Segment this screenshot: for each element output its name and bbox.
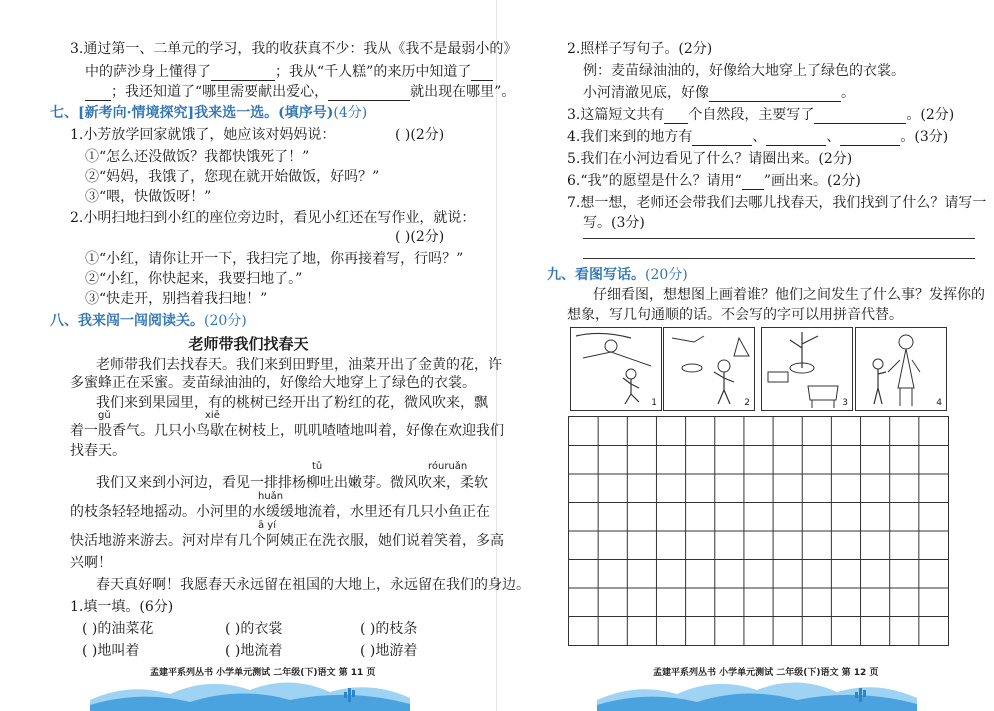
section-9-title: 九、看图写话。 (547, 267, 645, 283)
q2-task: 小河清澈见底，好像 。 (583, 85, 855, 101)
q2-example: 例：麦苗绿油油的，好像给大地穿上了绿色的衣裳。 (583, 63, 905, 79)
q3-line2 (85, 63, 493, 81)
fill-row-2-item-1[interactable]: ( )地叫着 (82, 643, 140, 659)
para-1-line-2: 多蜜蜂正在采蜜。麦苗绿油油的，好像给大地穿上了绿色的衣裳。 (70, 375, 476, 391)
pinyin-xie: xiē (205, 410, 220, 421)
section-7-title: 七、[新考向·情境探究]我来选一选。(填序号) (50, 105, 334, 121)
picture-panel-4 (855, 327, 947, 411)
nest-on-stool-illustration (762, 328, 852, 410)
section-8-heading (50, 312, 247, 330)
q3-line3 (85, 83, 515, 101)
boy-kicking-ball-illustration (571, 328, 661, 410)
boy-watching-bird-nest-illustration (664, 328, 754, 410)
article-title: 老师带我们找春天 (188, 335, 309, 353)
picture-panel-1 (570, 327, 662, 411)
q6-a: 6.“我”的愿望是什么？请用“ (567, 173, 742, 189)
q7-1-option-1: ①“怎么还没做饭？我都快饿死了！” (85, 149, 310, 165)
section-8-title: 八、我来闯一闯阅读关。 (50, 313, 204, 329)
blank[interactable] (328, 87, 410, 101)
q4-sep: 、 (752, 129, 767, 145)
para-3-line-3: 快活地游来游去。河对岸有几个阿姨正在洗衣服，她们说着笑着，多高 (70, 533, 504, 549)
q6-b: ”画出来。(2分) (763, 173, 861, 189)
q4-sep: 、 (826, 129, 841, 145)
fill-question: 1.填一填。(6分) (70, 599, 174, 615)
q7-2-option-3: ③“快走开，别挡着我扫地！” (85, 291, 268, 307)
section-7-points: (4分) (333, 105, 368, 121)
picture-number-2: 2 (744, 398, 750, 408)
para-2-line-2: 着一股香气。几只小鸟歇在树枝上，叽叽喳喳地叫着，好像在欢迎我们 (70, 423, 504, 439)
answer-line-2[interactable] (583, 258, 975, 259)
mountain-banner-left (90, 672, 410, 711)
blank[interactable] (664, 110, 688, 124)
para-4-line-1: 春天真好啊！我愿春天永远留在祖国的大地上，永远留在我们的身边。 (96, 577, 530, 593)
blank[interactable] (211, 67, 275, 81)
q4-text: 4.我们来到的地方有 (567, 129, 693, 145)
fill-row-1-item-3[interactable]: ( )的枝条 (360, 621, 418, 637)
blank[interactable] (814, 110, 906, 124)
fill-row-2-item-2[interactable]: ( )地流着 (225, 643, 283, 659)
writing-grid-lines (569, 417, 948, 645)
blank[interactable] (85, 87, 111, 101)
q7-line-1: 7.想一想，老师还会带我们去哪儿找春天，我们找到了什么？请写一 (567, 195, 987, 211)
section-9-line-1: 仔细看图，想想图上画着谁？他们之间发生了什么事？发挥你的 (593, 287, 985, 303)
q3-b: 个自然段，主要写了 (688, 107, 815, 123)
blank[interactable] (840, 132, 900, 146)
section-9-heading (547, 266, 688, 284)
footer-left: 孟建平系列丛书 小学单元测试 二年级(下)语文 第 11 页 (150, 668, 376, 678)
mother-and-boy-illustration (856, 328, 946, 410)
q7-2: 2.小明扫地扫到小红的座位旁边时，看见小红还在写作业，就说： (70, 210, 476, 226)
q7-1: 1.小芳放学回家就饿了，她应该对妈妈说： (70, 127, 336, 143)
q7-line-2: 写。(3分) (583, 215, 645, 231)
q3-line2-a: 中的萨沙身上懂得了 (85, 64, 211, 80)
pinyin-rouruan: róuruǎn (428, 461, 468, 472)
blank[interactable] (766, 132, 826, 146)
picture-number-1: 1 (651, 398, 657, 408)
blank (742, 176, 764, 190)
picture-number-3: 3 (842, 398, 848, 408)
section-9-line-2: 想象，写几句通顺的话。不会写的字可以用拼音代替。 (567, 307, 903, 323)
q5: 5.我们在小河边看见了什么？请圈出来。(2分) (567, 151, 853, 167)
blank[interactable] (692, 132, 752, 146)
q3 (567, 106, 954, 124)
q7-2-option-1: ①“小红，请你让开一下，我扫完了地，你再接着写，行吗？” (85, 251, 464, 267)
blank[interactable] (471, 67, 493, 81)
q7-1-option-3: ③“喂，快做饭呀！” (85, 189, 212, 205)
pinyin-gu: gǔ (98, 410, 111, 421)
picture-panel-3 (761, 327, 853, 411)
answer-line-1[interactable] (583, 238, 975, 239)
para-1-line-1: 老师带我们去找春天。我们来到田野里，油菜开出了金黄的花，许 (96, 357, 502, 373)
right-page (497, 0, 994, 711)
writing-grid[interactable] (568, 416, 949, 646)
para-3-line-4: 兴啊！ (70, 555, 112, 571)
q3-line2-b: ；我从“千人糕”的来历中知道了 (275, 64, 472, 80)
q7-1-score[interactable]: ( )(2分) (395, 127, 445, 143)
fill-row-1-item-1[interactable]: ( )的油菜花 (82, 621, 154, 637)
fill-row-2-item-3[interactable]: ( )地游着 (360, 643, 418, 659)
q3-line3-b: 就出现在哪里”。 (410, 84, 516, 100)
picture-number-4: 4 (936, 398, 942, 408)
q3-a: 3.这篇短文共有 (567, 107, 665, 123)
para-2-line-1: 我们来到果园里，有的桃树已经开出了粉红的花，微风吹来，飘 (96, 395, 488, 411)
q3-line1: 3.通过第一、二单元的学习，我的收获真不少：我从《我不是最弱小的》 (70, 41, 518, 57)
q6 (567, 172, 861, 190)
q2-task-text: 小河清澈见底，好像 (583, 85, 709, 101)
q7-1-option-2: ②“妈妈，我饿了，您现在就开始做饭，好吗？” (85, 169, 380, 185)
q7-2-score[interactable]: ( )(2分) (395, 229, 445, 245)
mountain-banner-right (597, 672, 917, 711)
para-3-line-2: 的枝条轻轻地摇动。小河里的水缓缓地流着，水里还有几只小鱼正在 (70, 504, 490, 520)
q3-c: 。(2分) (906, 107, 955, 123)
pinyin-ayi: ā yí (258, 520, 277, 531)
para-3-line-1: 我们又来到小河边，看见一排排杨柳吐出嫩芽。微风吹来，柔软 (96, 475, 488, 491)
footer-right: 孟建平系列丛书 小学单元测试 二年级(下)语文 第 12 页 (653, 668, 879, 678)
section-8-points: (20分) (204, 313, 247, 329)
q4 (567, 128, 948, 146)
q7-2-option-2: ②“小红，你快起来，我要扫地了。” (85, 271, 303, 287)
q2: 2.照样子写句子。(2分) (567, 41, 713, 57)
q4-end: 。(3分) (900, 129, 949, 145)
section-7-heading (50, 104, 367, 122)
blank[interactable] (709, 88, 841, 102)
pinyin-tu: tǔ (312, 461, 323, 472)
pinyin-huan: huǎn (258, 491, 284, 502)
picture-panel-2 (663, 327, 755, 411)
q3-line3-a: ；我还知道了“哪里需要献出爱心， (111, 84, 329, 100)
section-9-points: (20分) (645, 267, 688, 283)
fill-row-1-item-2[interactable]: ( )的衣裳 (225, 621, 283, 637)
para-2-line-3: 找春天。 (70, 443, 126, 459)
